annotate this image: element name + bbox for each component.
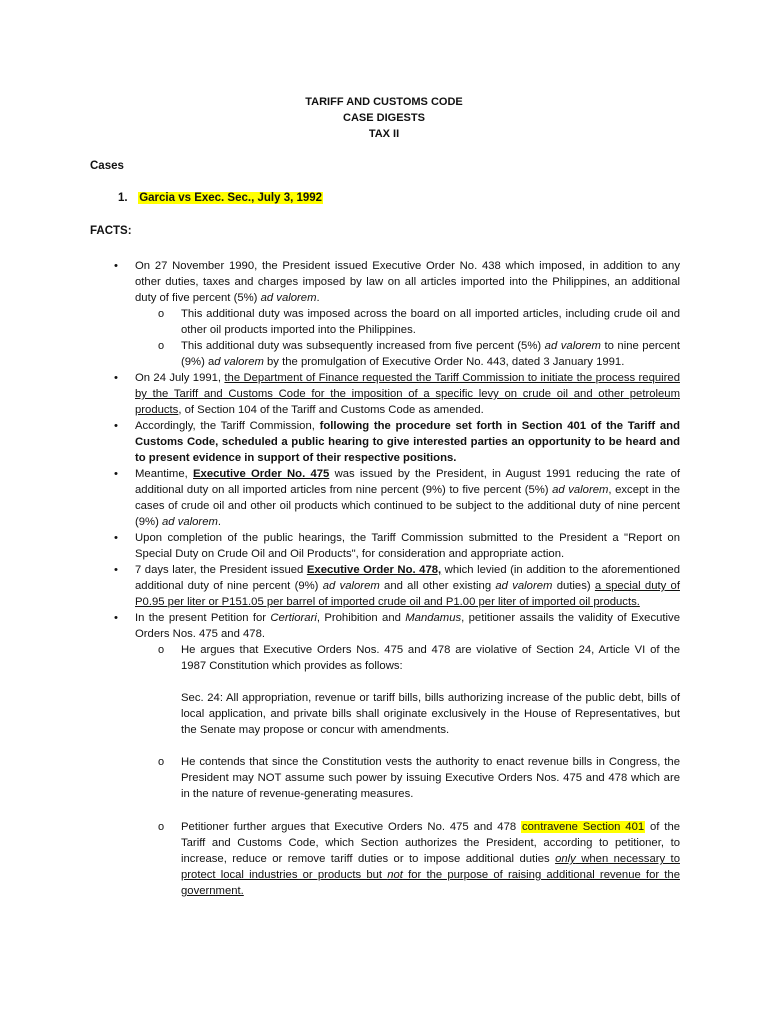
fact-text: On 27 November 1990, the President issued Executive Order No. 438 which imposed, in addition to any other duties, taxes and charges imposed by law on all articles imported into the Philippines, an additional duty of five percent (5%): [135, 260, 680, 304]
cases-heading: Cases: [90, 160, 124, 172]
fact-italic: ad valorem: [322, 580, 380, 592]
sub-bullet-icon: o: [158, 340, 165, 352]
subitem-italic: d valorem: [214, 356, 264, 368]
fact-subitem-2: [90, 338, 680, 370]
bullet-icon: •: [114, 468, 118, 480]
fact-text: In the present Petition for: [135, 612, 271, 624]
subitem-underlined: when necessary to protect local industries or products but: [181, 853, 680, 881]
subitem-text: by the promulgation of Executive Order No. 443, dated 3 January 1991.: [263, 356, 625, 368]
subitem-text: This additional duty was imposed across the board on all imported articles, including crude oil and other oil products imported into the Philippines.: [181, 308, 680, 336]
fact-bullet-1: [90, 258, 680, 306]
sub-bullet-icon: o: [158, 756, 165, 768]
subitem-highlight: contravene Section 401: [522, 821, 645, 833]
fact-italic: ad valorem: [260, 292, 317, 304]
bullet-icon: •: [114, 612, 118, 624]
bullet-icon: •: [114, 372, 118, 384]
fact-italic: Certiorari: [270, 612, 317, 624]
fact-text: 7 days later, the President issued: [135, 564, 307, 576]
subitem-text: of the Tariff and Customs Code, which Section authorizes the President, according to petitioner, to increase, reduce or remove tariff duties or to impose additional duties: [181, 821, 681, 865]
fact-bullet-6: [90, 562, 680, 610]
bullet-icon: •: [114, 532, 118, 544]
facts-heading: FACTS:: [90, 225, 132, 237]
fact-bullet-7: [90, 610, 680, 642]
document-title: TARIFF AND CUSTOMS CODE: [305, 96, 463, 108]
fact-text: Accordingly, the Tariff Commission,: [135, 420, 320, 432]
subitem-text: to nine percent (9%) a: [181, 340, 680, 368]
fact-text: , except in the cases of crude oil and other oil products which continued to be subject to the additional duty of nine percent (9%): [135, 484, 681, 528]
case-title-highlight: Garcia vs Exec. Sec., July 3, 1992: [139, 192, 323, 204]
document-subtitle: CASE DIGESTS: [343, 112, 425, 124]
fact-bullet-4: [90, 466, 680, 530]
bullet-icon: •: [114, 260, 118, 272]
subitem-text: He argues that Executive Orders Nos. 475 and 478 are violative of Section 24, Article VI of the 1987 Constitution which provides as follows:: [181, 644, 680, 672]
fact-subitem-1: [90, 306, 680, 338]
fact-italic: ad valorem: [162, 516, 218, 528]
fact-text: duties): [552, 580, 595, 592]
subitem-underlined: for the purpose of raising additional revenue for the government.: [181, 869, 680, 897]
fact-subitem-4: [90, 754, 680, 802]
fact-text: which levied (in addition to the aforementioned additional duty of nine percent (9%): [135, 564, 680, 592]
spacer: [90, 802, 680, 819]
subitem-underlined-italic: only: [555, 853, 576, 865]
bullet-icon: •: [114, 564, 118, 576]
fact-text: , petitioner assails the validity of Executive Orders Nos. 475 and 478.: [135, 612, 680, 640]
fact-subitem-5: [90, 819, 680, 899]
fact-text: On 24 July 1991,: [135, 372, 225, 384]
subitem-underlined-italic: not: [387, 869, 403, 881]
sub-bullet-icon: o: [158, 644, 165, 656]
bullet-icon: •: [114, 420, 118, 432]
fact-bullet-2: [90, 370, 680, 418]
document-course: TAX II: [368, 128, 400, 140]
subitem-italic: ad valorem: [544, 340, 601, 352]
fact-text: was issued by the President, in August 1991 reducing the rate of additional duty on all imported articles from nine percent (9%) to five percent (5%): [135, 468, 680, 496]
fact-text: and all other existing: [379, 580, 496, 592]
subitem-text: This additional duty was subsequently increased from five percent (5%): [181, 340, 545, 352]
fact-text: .: [217, 516, 222, 528]
fact-text: , of Section 104 of the Tariff and Customs Code as amended.: [178, 404, 484, 416]
sub-bullet-icon: o: [158, 308, 165, 320]
constitution-quote: Sec. 24: All appropriation, revenue or tariff bills, bills authorizing increase of the public debt, bills of local application, and private bills shall originate exclusively in the House of Representatives, but the Senate may propose or concur with amendments.: [181, 692, 680, 736]
fact-bullet-3: [90, 418, 680, 466]
fact-subitem-3: [90, 642, 680, 674]
fact-underlined: a special duty of P0.95 per liter or P151.05 per barrel of imported crude oil and P1.00 per liter of imported oil products.: [135, 580, 680, 608]
fact-bullet-5: [90, 530, 680, 562]
fact-italic: ad valorem: [552, 484, 609, 496]
fact-text: Upon completion of the public hearings, the Tariff Commission submitted to the President a "Report on Special Duty on Crude Oil and Oil Products", for consideration and appropriate action.: [135, 532, 680, 560]
fact-bold: following the procedure set forth in Section 401 of the Tariff and Customs Code, scheduled a public hearing to give interested parties an opportunity to be heard and to present evidence in support of their respective positions.: [135, 420, 680, 464]
case-number: 1.: [118, 192, 128, 204]
subitem-text: He contends that since the Constitution vests the authority to enact revenue bills in Congress, the President may NOT assume such power by issuing Executive Orders Nos. 475 and 478 which are in the nature of revenue-generating measures.: [181, 756, 680, 800]
facts-list: [90, 258, 680, 899]
fact-bold-underlined: Executive Order No. 478,: [306, 564, 442, 576]
case-list-item: [118, 192, 323, 204]
fact-italic: Mandamus: [405, 612, 462, 624]
subitem-text: Petitioner further argues that Executive Orders No. 475 and 478: [181, 821, 521, 833]
fact-underlined: the Department of Finance requested the Tariff Commission to initiate the process required by the Tariff and Customs Code for the imposition of a specific levy on crude oil and other petroleum products: [135, 372, 680, 416]
fact-text: Meantime,: [135, 468, 193, 480]
fact-italic: ad valorem: [495, 580, 553, 592]
sub-bullet-icon: o: [158, 821, 165, 833]
fact-bold-underlined: Executive Order No. 475: [193, 468, 330, 480]
fact-text: .: [316, 292, 320, 304]
fact-text: , Prohibition and: [316, 612, 406, 624]
